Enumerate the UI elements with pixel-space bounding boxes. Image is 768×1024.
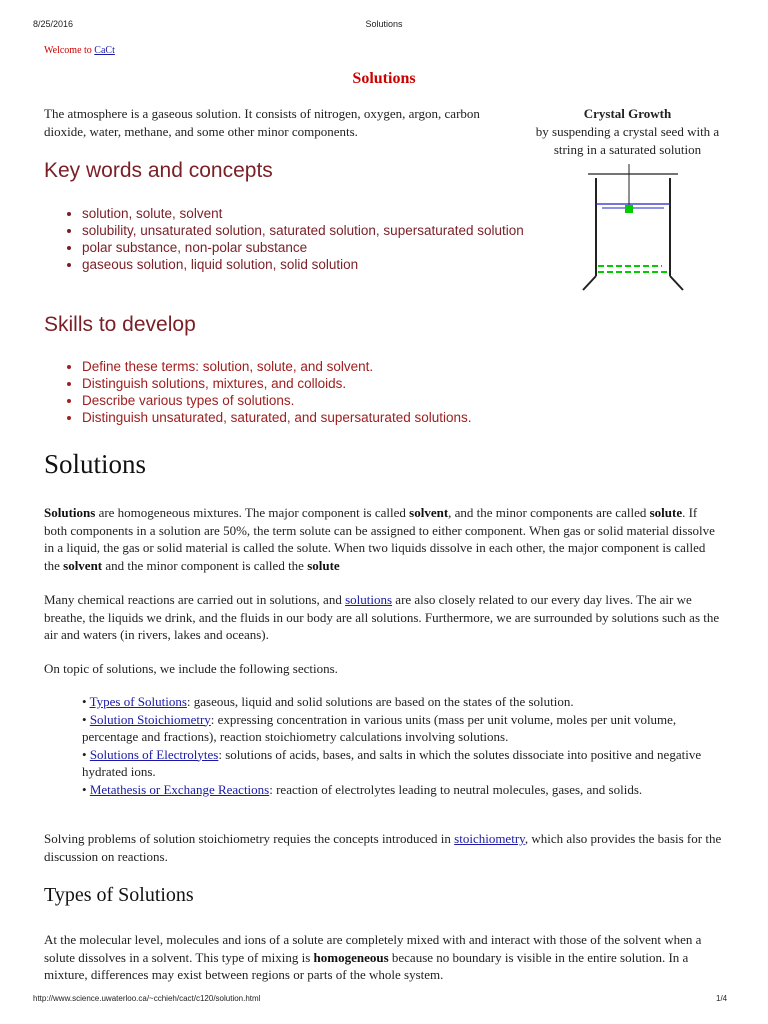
intro-paragraph: The atmosphere is a gaseous solution. It consists of nitrogen, oxygen, argon, carbon dioxide, water, methane, and some other minor components. (44, 106, 480, 139)
page-title: Solutions (352, 70, 416, 87)
print-date: 8/25/2016 (33, 19, 74, 29)
solutions-of-electrolytes-link[interactable]: Solutions of Electrolytes (89, 746, 219, 762)
print-title: Solutions (365, 19, 403, 29)
molecular-level-paragraph: At the molecular level, molecules and ions of a solute are completely mixed with and interact with those of the solvent when a solute dissolves in a solvent. This type of mixing is homogeneous because no boundary is visible in the entire solution. In a mixture, differences may exist between regions or parts of the whole system. (44, 932, 702, 982)
solution-stoichiometry-link[interactable]: Solution Stoichiometry (89, 711, 211, 727)
page-number: 1/4 (716, 994, 728, 1003)
print-url: http://www.science.uwaterloo.ca/~cchieh/cact/c120/solution.html (33, 994, 261, 1003)
stoichiometry-link[interactable]: stoichiometry (454, 831, 525, 846)
bold-term: solute (649, 505, 683, 520)
list-item: • Describe various types of solutions. (82, 392, 602, 409)
solutions-link[interactable]: solutions (345, 592, 393, 607)
solutions-definition-paragraph: Solutions are homogeneous mixtures. The major component is called solvent, and the minor components are called solute. If both components in a solution are 50%, the term solute can be assigned to either component. When gas or solid material dissolve in a liquid, the gas or solid material is called the solute. When two liquids dissolve in each other, the major component is called the solvent and the minor component is called the solute (44, 505, 715, 573)
keywords-heading: Key words and concepts (44, 159, 273, 182)
list-item: • Types of Solutions: gaseous, liquid and solid solutions are based on the states of the solution. (82, 694, 574, 709)
stoichiometry-paragraph: Solving problems of solution stoichiometry requies the concepts introduced in stoichiometry, which also provides the basis for the discussion on reactions. (44, 831, 722, 864)
figure-caption-text: by suspending a crystal seed with a string in a saturated solution (535, 124, 720, 157)
solutions-heading: Solutions (44, 449, 147, 479)
beaker-right-leg (670, 276, 683, 290)
list-item: • Define these terms: solution, solute, and solvent. (82, 358, 602, 375)
list-item: • Distinguish solutions, mixtures, and colloids. (82, 375, 602, 392)
bold-term: homogeneous (313, 949, 389, 965)
beaker-left-leg (583, 276, 596, 290)
crystal-growth-diagram (578, 164, 690, 294)
list-item: • solubility, unsaturated solution, saturated solution, supersaturated solution (82, 222, 562, 239)
topics-intro-paragraph: On topic of solutions, we include the following sections. (44, 661, 338, 676)
types-of-solutions-link[interactable]: Types of Solutions (89, 694, 187, 709)
list-item: • Solution Stoichiometry: expressing concentration in various units (mass per unit volume, moles per unit volume, percentage and fractions), reaction stoichiometry calculations involving solutions. (82, 711, 677, 744)
bold-term: Solutions (44, 505, 96, 520)
cact-link[interactable]: CaCt (94, 45, 115, 56)
list-item: • Distinguish unsaturated, saturated, and supersaturated solutions. (82, 409, 602, 426)
list-item: • gaseous solution, liquid solution, solid solution (82, 256, 562, 273)
crystal-seed (625, 205, 633, 213)
bold-term: solvent (63, 557, 103, 573)
keywords-list (44, 205, 562, 273)
list-item: • Metathesis or Exchange Reactions: reaction of electrolytes leading to neutral molecules, gases, and solids. (82, 781, 643, 797)
skills-heading: Skills to develop (44, 313, 196, 336)
figure-title: Crystal Growth (583, 106, 672, 121)
welcome-line (44, 45, 115, 56)
welcome-text: Welcome to (44, 45, 95, 56)
list-item: • solution, solute, solvent (82, 205, 562, 222)
list-item: • polar substance, non-polar substance (82, 239, 562, 256)
types-of-solutions-heading: Types of Solutions (44, 884, 194, 906)
metathesis-link[interactable]: Metathesis or Exchange Reactions (89, 781, 270, 797)
skills-list (44, 358, 602, 426)
figure-caption (520, 105, 735, 159)
bold-term: solvent (409, 505, 449, 520)
solutions-everyday-paragraph: Many chemical reactions are carried out in solutions, and solutions are also closely related to our every day lives. The air we breathe, the liquids we drink, and the fluids in our body are all solutions. Furthermore, we are surrounded by solutions such as the air and waters (in rivers, lakes and oceans). (44, 592, 720, 642)
sections-list (82, 693, 722, 798)
bold-term: solute (307, 557, 340, 573)
list-item: • Solutions of Electrolytes: solutions of acids, bases, and salts in which the solutes dissociate into positive and negative hydrated ions. (82, 746, 702, 779)
